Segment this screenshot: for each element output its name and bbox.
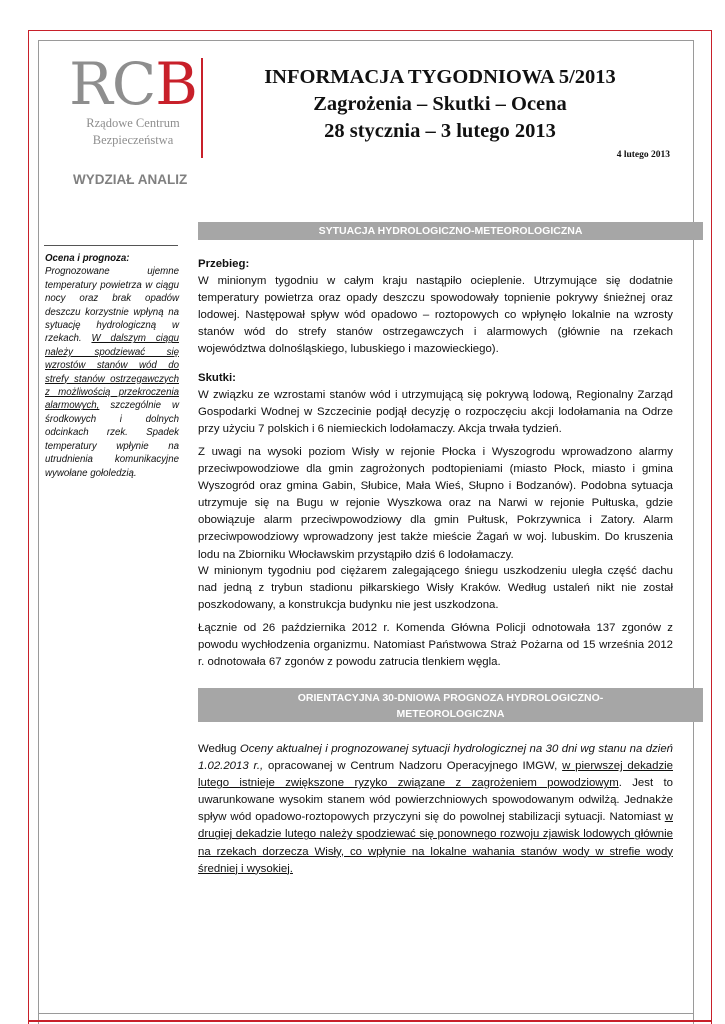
section-bar-prognoza [198, 688, 703, 722]
section-przebieg [198, 256, 673, 359]
prognoza-text-2: opracowanej w Centrum Nadzoru Operacyjnego IMGW, [263, 760, 563, 773]
section-prognoza [198, 741, 673, 878]
document-title: INFORMACJA TYGODNIOWA 5/2013 [264, 66, 616, 88]
logo-subtitle-2: Bezpieczeństwa [92, 133, 174, 147]
logo-letters-rc: RC [69, 50, 156, 118]
sidebar-underlined: W dalszym ciągu należy spodziewać się wzrostów stanów wód do strefy stanów ostrzegawczych z możliwością przekroczenia alarmowych, [45, 333, 179, 412]
document-date: 4 lutego 2013 [616, 150, 670, 160]
page-frame-outer-bottom [28, 1020, 712, 1022]
skutki-paragraph-4: Łącznie od 26 października 2012 r. Komenda Główna Policji odnotowała 137 zgonów z powodu wychłodzenia organizmu. Natomiast Państwowa Straż Pożarna od 15 września 2012 r. odnotowała 67 zgonów z powodu zatrucia tlenkiem węgla. [198, 622, 673, 669]
section-bar-hydro: SYTUACJA HYDROLOGICZNO-METEOROLOGICZNA [198, 222, 703, 240]
sidebar-text-1: Prognozowane ujemne temperatury powietrza w ciągu nocy oraz brak opadów deszczu korzystnie wpłyną na sytuację hydrologiczną w rzekach. [45, 266, 179, 345]
skutki-heading: Skutki: [198, 372, 236, 384]
document-header [210, 64, 670, 145]
page-frame-inner-bottom [38, 1013, 694, 1014]
sidebar-top-rule [44, 245, 178, 246]
department-label: WYDZIAŁ ANALIZ [73, 172, 188, 187]
sidebar-title: Ocena i prognoza: [45, 253, 130, 264]
prognoza-text-1: Według [198, 743, 240, 755]
skutki-paragraph-3: W minionym tygodniu pod ciężarem zalegającego śniegu uszkodzeniu uległa część dachu nad jedną z trybun stadionu piłkarskiego Wisły Kraków. Według ustaleń nikt nie został poszkodowany, a konstrukcja budynku nie jest uszkodzona. [198, 565, 673, 612]
skutki-paragraph-2: Z uwagi na wysoki poziom Wisły w rejonie Płocka i Wyszogrodu wprowadzono alarmy przeciwpowodziowe dla gmin zagrożonych podtopieniami (miasto Płock, miasto i gmina Wyszogród oraz gmina Gabin, Słubice, Mała Wieś, Słupno i Bodzanów). Podobna sytuacja utrzymuje się na Bugu w rejonie Wyszkowa oraz na Narwi w rejonie Pułtuska, gdzie obowiązuje alarm przeciwpowodziowy dla gmin Pułtusk, Pokrzywnica i Zatory. Alarm przeciwpowodziowy wprowadzony jest także mieście Żagań w woj. lubuskim. Do kruszenia lodu na Zbiorniku Włocławskim przystąpiło dziś 6 lodołamaczy. [198, 446, 673, 561]
document-subtitle: Zagrożenia – Skutki – Ocena [313, 93, 567, 115]
prognoza-underlined-1: w pierwszej dekadzie lutego istnieje zwiększone ryzyko związane z zagrożeniem powodziowym [198, 760, 673, 790]
skutki-paragraph-4-box [198, 620, 673, 671]
logo-subtitle-1: Rządowe Centrum [86, 116, 180, 130]
prognoza-underlined-2: w drugiej dekadzie lutego należy spodziewać się ponownego rozwoju zjawisk lodowych głównie na rzekach dorzecza Wisły, co wpłynie na lokalne wahania stanów wody w strefie wody średniej i wysokiej. [198, 811, 673, 875]
sidebar-text-2: szczególnie w środkowych i dolnych odcinkach rzek. Spadek temperatury wpłynie na utrudnienia komunikacyjne wywołane gołoledzią. [45, 400, 179, 479]
skutki-paragraph-1: W związku ze wzrostami stanów wód i utrzymującą się pokrywą lodową, Regionalny Zarząd Gospodarki Wodnej w Szczecinie podjął decyzję o rozpoczęciu akcji lodołamania na Odrze przy użyciu 7 polskich i 6 niemieckich lodołamaczy. Akcja trwała tydzień. [198, 389, 673, 436]
prognoza-italic-source: Oceny aktualnej i prognozowanej sytuacji hydrologicznej na 30 dni wg stanu na dzień 1.02.2013 r., [198, 743, 673, 773]
prognoza-text-3: . Jest to uwarunkowane wysokim stanem wód powierzchniowych spowodowanym odwilżą. Jednakże spływ wód opadowo-roztopowych przyczyni się do powolnej stabilizacji sytuacji. Natomiast [198, 777, 673, 824]
rcb-logo [68, 50, 198, 148]
przebieg-heading: Przebieg: [198, 258, 250, 270]
logo-letter-b: B [155, 50, 197, 118]
prognoza-paragraph [198, 741, 673, 878]
skutki-paragraph-2-box [198, 444, 673, 564]
sidebar-forecast [45, 252, 179, 480]
prognoza-title-line-2: METEOROLOGICZNA [396, 708, 505, 720]
prognoza-title-line-1: ORIENTACYJNA 30-DNIOWA PROGNOZA HYDROLOGICZNO- [297, 692, 604, 704]
przebieg-text: W minionym tygodniu w całym kraju nastąpiło ocieplenie. Utrzymujące się dodatnie temperatury powietrza oraz opady deszczu spowodowały topnienie pokrywy śnieżnej oraz lodowej. Następował spływ wód opadowo – roztopowych co wpłynęło lokalnie na wzrosty stanów wód do strefy stanów ostrzegawczych i alarmowych (głównie na rzekach województwa dolnośląskiego, lubuskiego i mazowieckiego). [198, 275, 673, 356]
section-skutki [198, 370, 673, 438]
skutki-paragraph-3-box [198, 563, 673, 614]
document-period: 28 stycznia – 3 lutego 2013 [324, 120, 556, 142]
logo-divider [201, 58, 203, 158]
